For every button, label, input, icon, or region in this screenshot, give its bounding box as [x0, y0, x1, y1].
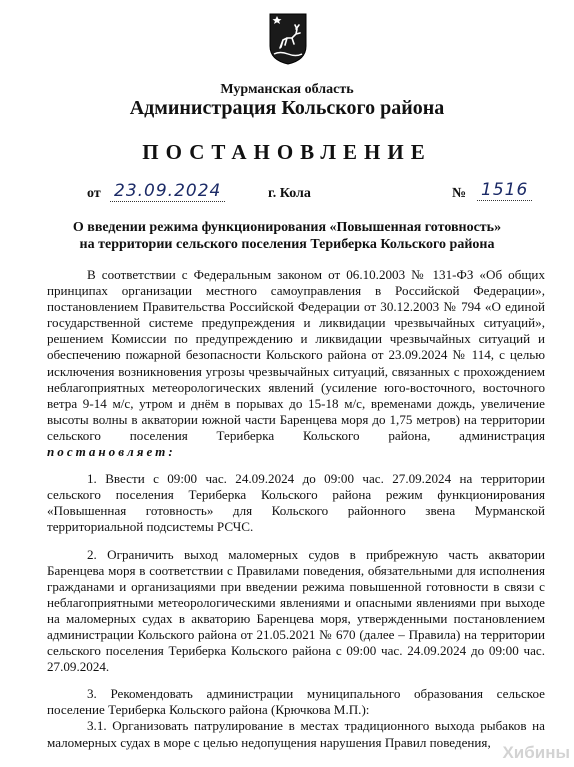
paragraph-1: 1. Ввести с 09:00 час. 24.09.2024 до 09:00 час. 27.09.2024 на территории сельского поселения Териберка Кольского района режим функционирования «Повышенная готовность» для Кольского районного звена Мурманской территориальной подсистемы РСЧС. — [47, 471, 545, 535]
document-date: 23.09.2024 — [110, 181, 225, 202]
document-body — [47, 267, 545, 751]
document-number: 1516 — [477, 180, 532, 201]
city-name: г. Кола — [268, 186, 311, 201]
paragraph-3: 3. Рекомендовать администрации муниципального образования сельское поселение Териберка Кольского района (Крючкова М.П.): — [47, 686, 545, 718]
subject-line-1: О введении режима функционирования «Повышенная готовность» — [72, 220, 502, 235]
preamble-paragraph — [47, 267, 545, 460]
paragraph-3-1: 3.1. Организовать патрулирование в местах традиционного выхода рыбаков на маломерных судах в море с целью недопущения нарушения Правил поведения, — [47, 718, 545, 750]
number-prefix: № — [452, 186, 467, 201]
paragraph-2: 2. Ограничить выход маломерных судов в прибрежную часть акватории Баренцева моря в соответствии с Правилами поведения, обязательными для исполнения гражданами и организациями при введении режима повышенной готовности в связи с неблагоприятными метеорологическими явлениями и опасными явлениями при выходе на маломерных судах в акваторию Баренцева моря, утвержденными постановлением администрации Кольского района от 21.05.2021 № 670 (далее – Правила) на территории сельского поселения Териберка Кольского района с 09:00 час. 24.09.2024 до 09:00 час. 27.09.2024. — [47, 546, 545, 675]
date-prefix: от — [87, 186, 101, 201]
coat-of-arms-reindeer-icon — [268, 12, 308, 66]
administration-name: Администрация Кольского района — [129, 97, 445, 119]
watermark-logo: Хибины — [502, 743, 570, 762]
region-name: Мурманская область — [220, 82, 354, 97]
document-type-title: ПОСТАНОВЛЕНИЕ — [142, 140, 432, 164]
subject-line-2: на территории сельского поселения Териберка Кольского района — [79, 237, 495, 252]
resolves-word: постановляет: — [47, 444, 176, 460]
preamble-text: В соответствии с Федеральным законом от 06.10.2003 № 131-ФЗ «Об общих принципах организации местного самоуправления в Российской Федерации», постановлением Правительства Российской Федерации от 30.12.2003 № 794 «О единой государственной системе предупреждения и ликвидации чрезвычайных ситуаций», решением Комиссии по предупреждению и ликвидации чрезвычайных ситуаций и обеспечению пожарной безопасности Кольского района от 23.09.2024 № 114, с целью исключения возникновения угрозы чрезвычайных ситуаций, связанных с прохождением неблагоприятных метеорологических явлений (усиление юго-восточного, восточного ветра 9-14 м/с, утром и днём в порывах до 15-18 м/с, временами дождь, увеличение высоты волны в акватории южной части Баренцева моря до 1,75 метров) на территории сельского поселения Териберка Кольского района, администрация — [47, 267, 545, 443]
